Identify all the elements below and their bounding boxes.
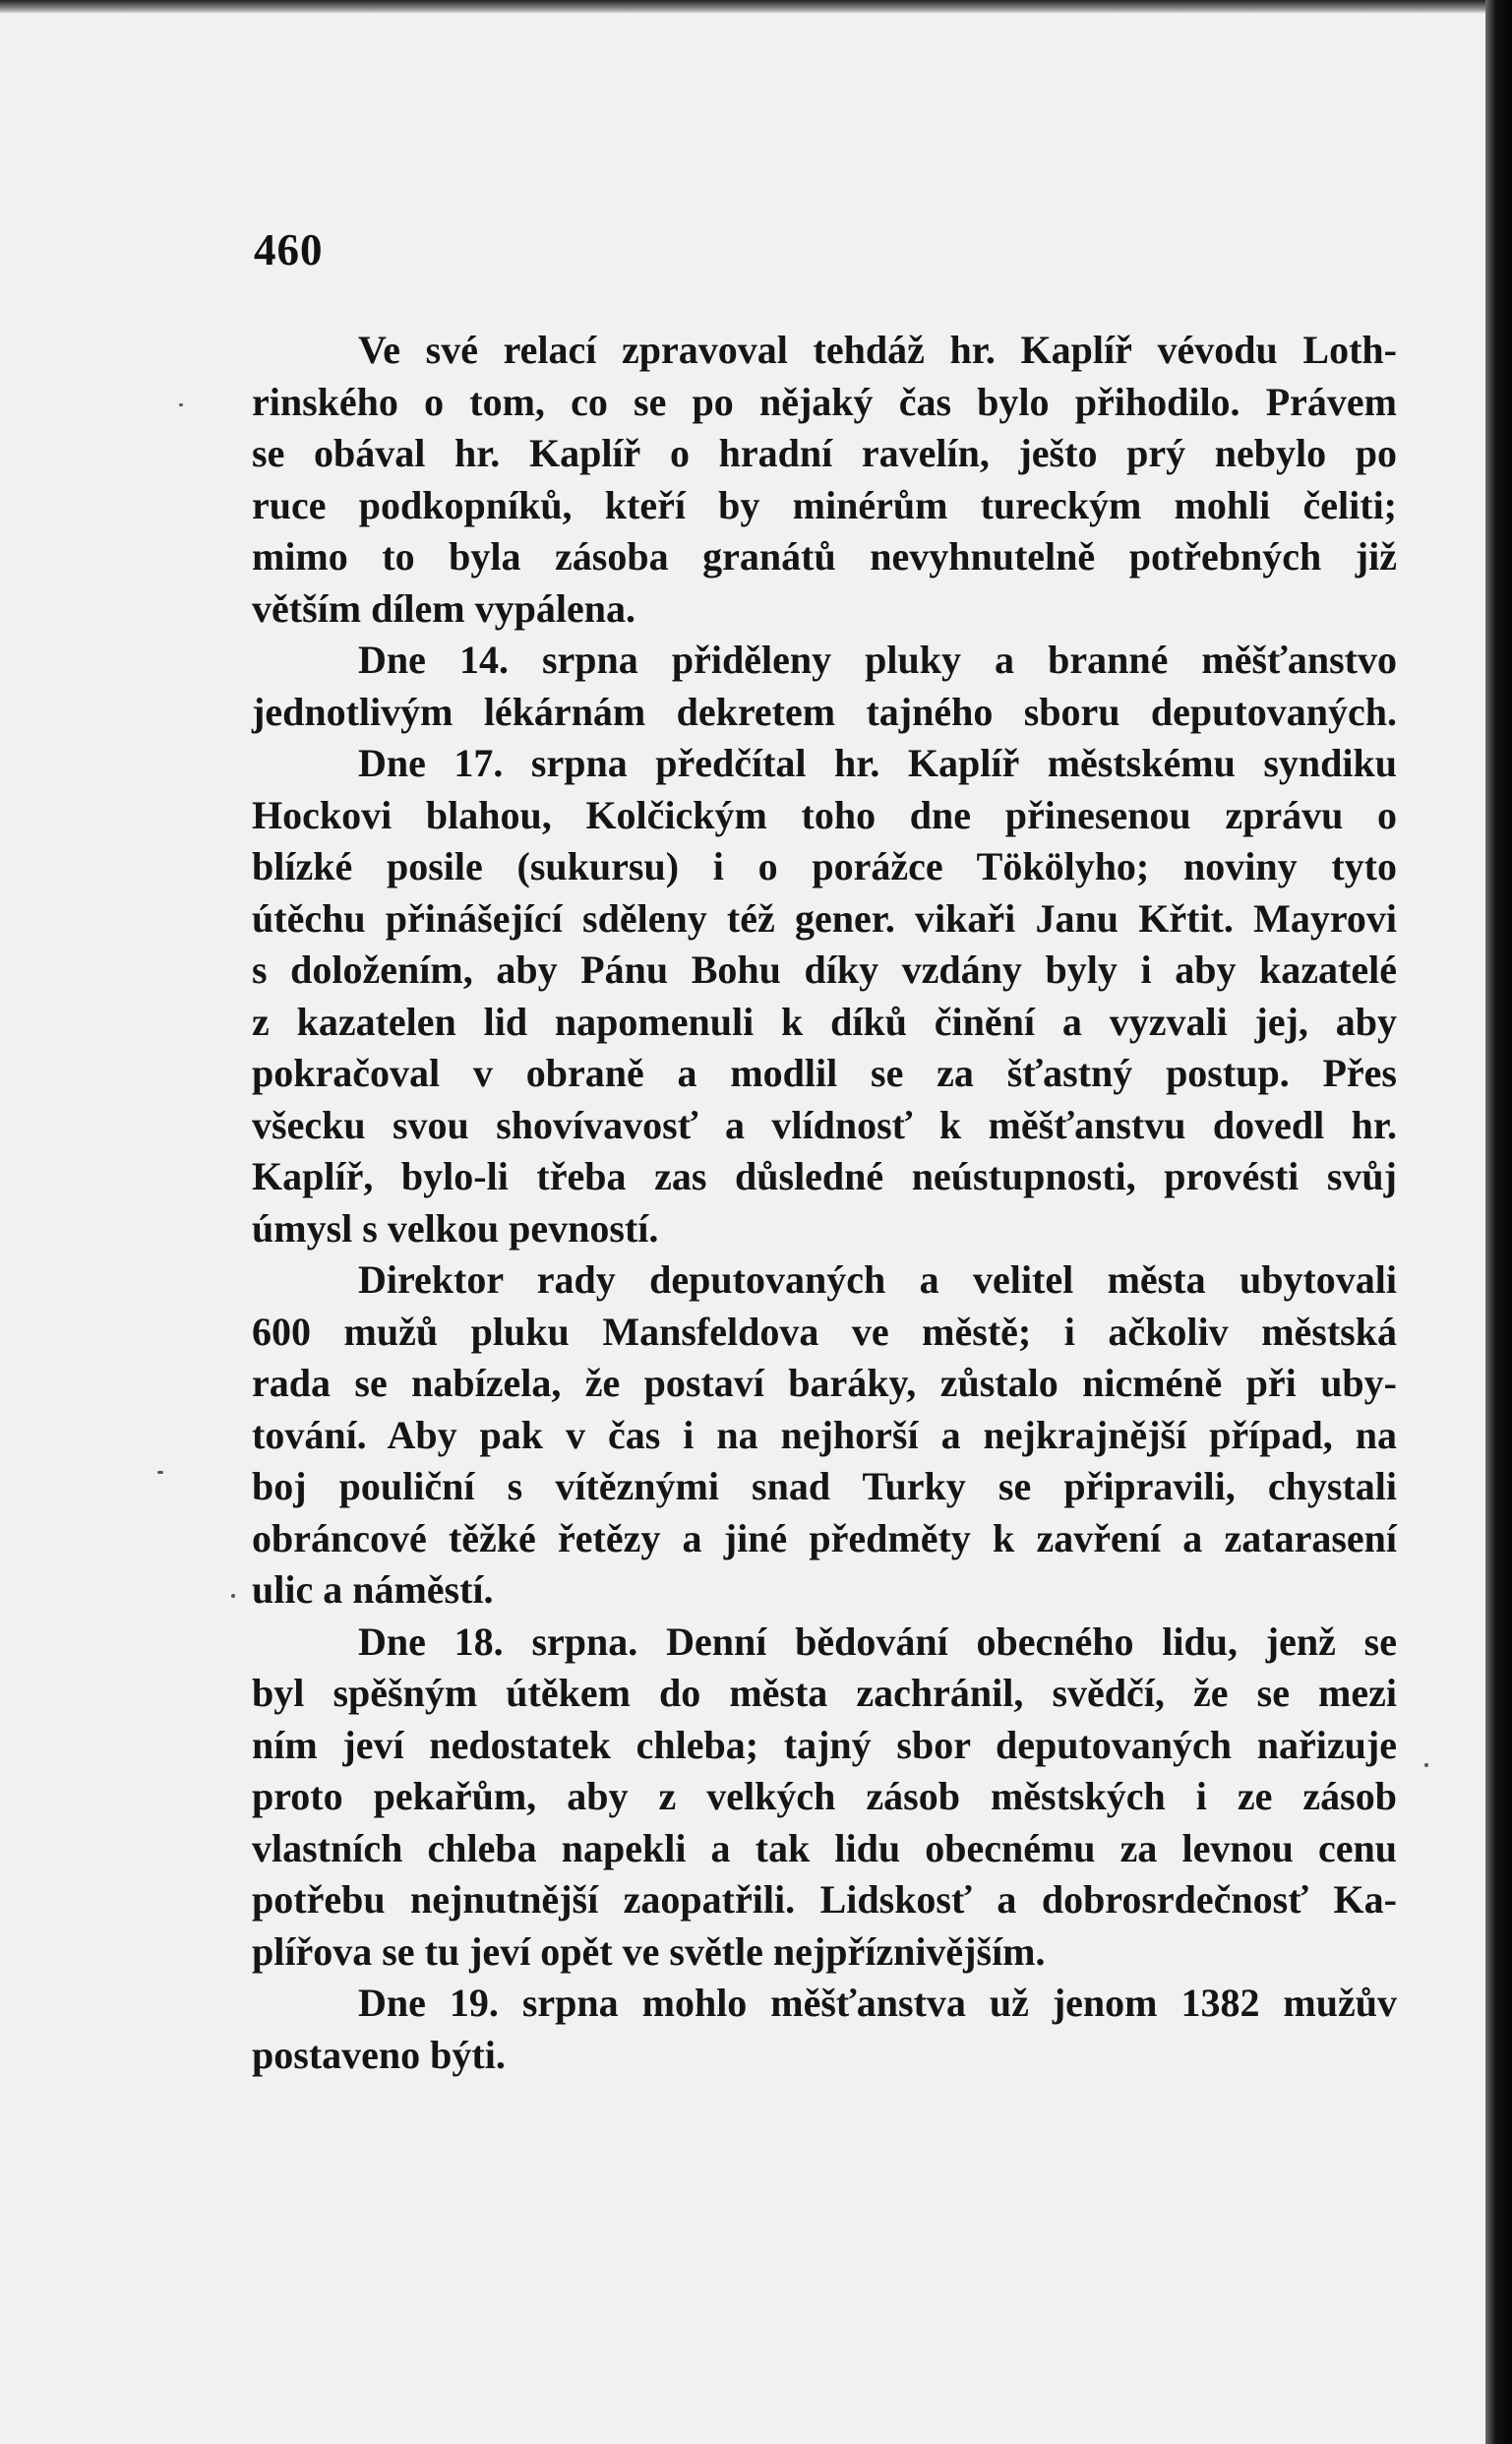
text-line: ulic a náměstí. — [252, 1567, 494, 1612]
text-line: byl spěšným útěkem do města zachránil, svědčí, že se mezi — [252, 1671, 1397, 1715]
text-line: tování. Aby pak v čas i na nejhorší a nejkrajnější případ, na — [252, 1412, 1397, 1457]
text-line: mimo to byla zásoba granátů nevyhnutelně potřebných již — [252, 534, 1397, 579]
text-line: Dne 19. srpna mohlo měšťanstva už jenom 1382 mužův — [358, 1981, 1397, 2025]
text-line: ruce podkopníků, kteří by minérům tureckým mohli čeliti; — [252, 482, 1397, 527]
text-line: se obával hr. Kaplíř o hradní ravelín, ješto prý nebylo po — [252, 431, 1397, 475]
text-line: s doložením, aby Pánu Bohu díky vzdány byly i aby kazatelé — [252, 947, 1397, 992]
scan-binding-edge — [1485, 0, 1512, 2444]
page-top-edge — [0, 0, 1485, 14]
text-line: rinského o tom, co se po nějaký čas bylo přihodilo. Právem — [252, 379, 1397, 424]
text-line: Kaplíř, bylo-li třeba zas důsledné neústupnosti, provésti svůj — [252, 1154, 1397, 1198]
text-line: Dne 17. srpna předčítal hr. Kaplíř městskému syndiku — [358, 741, 1397, 785]
text-line: Hockovi blahou, Kolčickým toho dne přinesenou zprávu o — [252, 792, 1397, 837]
text-line: proto pekařům, aby z velkých zásob městských i ze zásob — [252, 1774, 1397, 1818]
text-line: ním jeví nedostatek chleba; tajný sbor deputovaných nařizuje — [252, 1722, 1397, 1767]
text-line: pokračoval v obraně a modlil se za šťastný postup. Přes — [252, 1051, 1397, 1095]
text-line: rada se nabízela, že postaví baráky, zůstalo nicméně při uby- — [252, 1361, 1397, 1405]
text-line: všecku svou shovívavosť a vlídnosť k měšťanstvu dovedl hr. — [252, 1102, 1397, 1147]
text-line: Dne 14. srpna přiděleny pluky a branné měšťanstvo — [358, 638, 1397, 682]
text-line: jednotlivým lékárnám dekretem tajného sboru deputovaných. — [252, 689, 1397, 734]
text-line: Dne 18. srpna. Denní bědování obecného lidu, jenž se — [358, 1619, 1397, 1664]
text-line: vlastních chleba napekli a tak lidu obecnému za levnou cenu — [252, 1825, 1397, 1870]
scan-speck — [231, 1594, 235, 1598]
scan-speck — [179, 403, 183, 406]
text-line: obráncové těžké řetězy a jiné předměty k zavření a zatarasení — [252, 1515, 1397, 1560]
page-number: 460 — [254, 225, 324, 275]
paragraph-3 — [252, 738, 1397, 1254]
paragraph-1 — [252, 325, 1397, 635]
text-line: boj pouliční s vítěznými snad Turky se připravili, chystali — [252, 1464, 1397, 1508]
text-line: útěchu přinášející sděleny též gener. vikaři Janu Křtit. Mayrovi — [252, 895, 1397, 941]
text-line: z kazatelen lid napomenuli k díků činění a vyzvali jej, aby — [252, 999, 1397, 1044]
text-line: větším dílem vypálena. — [252, 585, 635, 631]
paragraph-4 — [252, 1254, 1397, 1617]
text-line: blízké posile (sukursu) i o porážce Tökölyho; noviny tyto — [252, 844, 1397, 888]
text-line: úmysl s velkou pevností. — [252, 1205, 659, 1251]
scan-speck — [1424, 1763, 1428, 1767]
paragraph-2 — [252, 635, 1397, 738]
text-line: 600 mužů pluku Mansfeldova ve městě; i ačkoliv městská — [252, 1309, 1397, 1354]
text-line: potřebu nejnutnější zaopatřili. Lidskosť a dobrosrdečnosť Ka- — [252, 1877, 1397, 1922]
paragraph-6 — [252, 1978, 1397, 2081]
text-line: plířova se tu jeví opět ve světle nejpříznivějším. — [252, 1928, 1046, 1974]
text-line: Ve své relací zpravoval tehdáž hr. Kaplíř vévodu Loth- — [358, 328, 1397, 372]
body-text — [252, 325, 1397, 2081]
paragraph-5 — [252, 1617, 1397, 1979]
scan-speck — [157, 1471, 163, 1474]
text-line: Direktor rady deputovaných a velitel města ubytovali — [358, 1257, 1397, 1302]
text-line: postaveno býti. — [252, 2032, 506, 2077]
